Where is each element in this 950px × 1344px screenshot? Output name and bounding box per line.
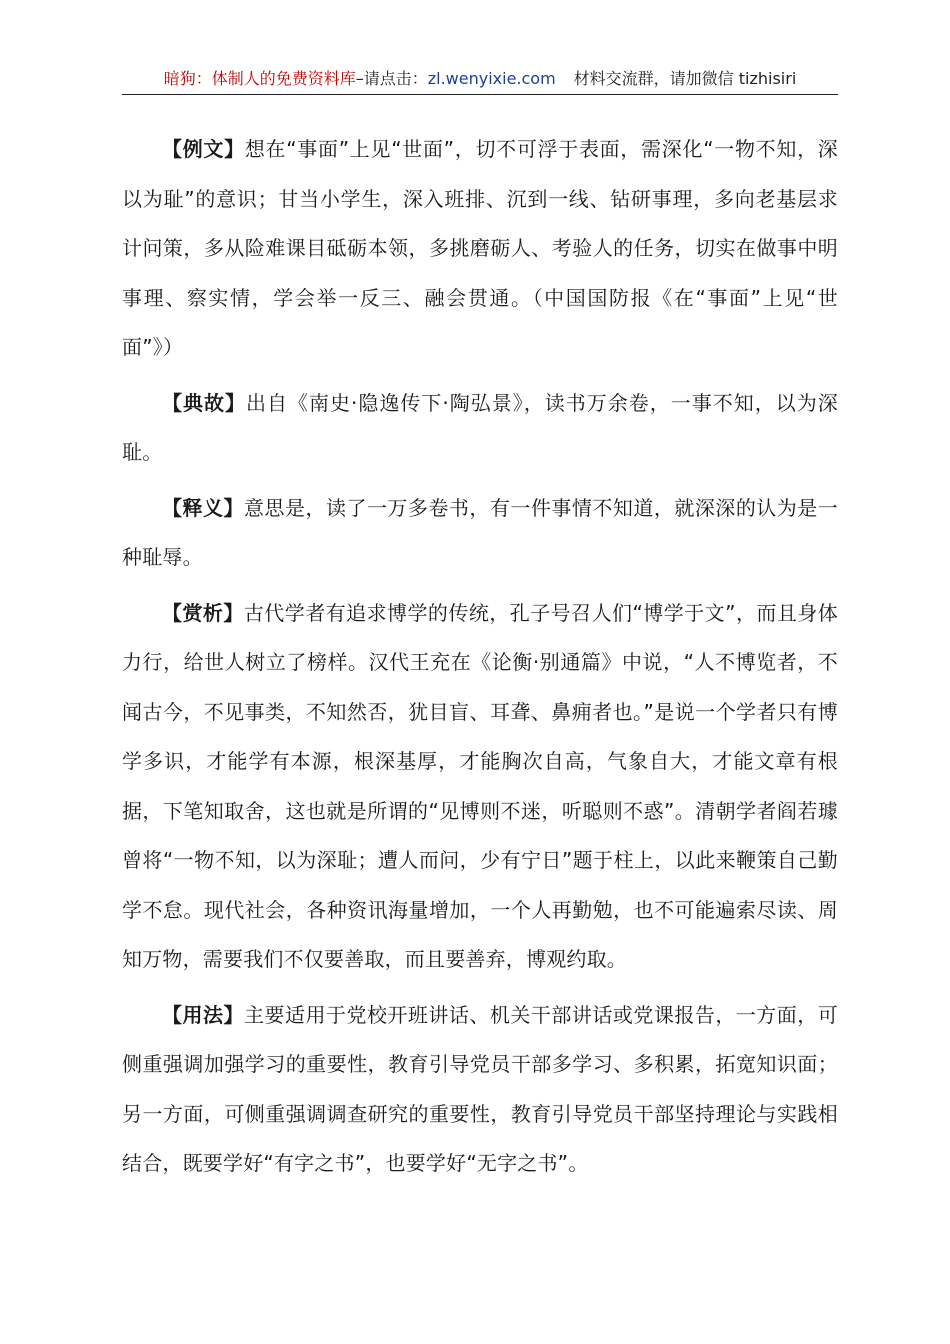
section-text: 想在“事面”上见“世面”，切不可浮于表面，需深化“一物不知，深以为耻”的意识；甘当小学生，深入班排、沉到一线、钻研事理，多向老基层求计问策，多从险难课目砥砺本领，多挑磨砺人、考验人的任务，切实在做事中明事理、察实情，学会举一反三、融会贯通。（中国国防报《在“事面”上见“世面”》） bbox=[122, 137, 838, 359]
header-site-name: 暗狗：体制人的免费资料库 bbox=[163, 69, 356, 88]
section-tag: 【例文】 bbox=[162, 137, 245, 161]
header-group-info: 材料交流群，请加微信 tizhisiri bbox=[573, 69, 797, 88]
document-body bbox=[122, 125, 838, 1195]
section-text: 意思是，读了一万多卷书，有一件事情不知道，就深深的认为是一种耻辱。 bbox=[122, 495, 838, 569]
section-tag: 【用法】 bbox=[162, 1002, 244, 1027]
section-text: 古代学者有追求博学的传统，孔子号召人们“博学于文”，而且身体力行，给世人树立了榜样。汉代王充在《论衡·别通篇》中说，“人不博览者，不闻古今，不见事类，不知然否，犹目盲、耳聋、鼻痈者也。”是说一个学者只有博学多识，才能学有本源，根深基厚，才能胸次自高，气象自大，才能文章有根据，下笔知取舍，这也就是所谓的“见博则不迷，听聪则不惑”。清朝学者阎若璩曾将“一物不知，以为深耻；遭人而问，少有宁日”题于柱上，以此来鞭策自己勤学不怠。现代社会，各种资讯海量增加，一个人再勤勉，也不可能遍索尽读、周知万物，需要我们不仅要善取，而且要善弃，博观约取。 bbox=[122, 600, 838, 971]
section-tag: 【释义】 bbox=[162, 495, 244, 520]
header-url-link[interactable]: zl.wenyixie.com bbox=[427, 69, 556, 88]
section-text: 出自《南史·隐逸传下·陶弘景》，读书万余卷，一事不知，以为深耻。 bbox=[122, 390, 838, 464]
section-tag: 【典故】 bbox=[162, 390, 247, 415]
section-usage bbox=[122, 991, 838, 1189]
section-tag: 【赏析】 bbox=[162, 600, 244, 625]
page-header bbox=[122, 64, 838, 95]
section-allusion bbox=[122, 379, 838, 478]
section-appreciation bbox=[122, 589, 838, 985]
section-example bbox=[122, 125, 838, 373]
header-click-prompt: –请点击： bbox=[355, 69, 428, 88]
section-meaning bbox=[122, 484, 838, 583]
section-text: 主要适用于党校开班讲话、机关干部讲话或党课报告，一方面，可侧重强调加强学习的重要性，教育引导党员干部多学习、多积累，拓宽知识面；另一方面，可侧重强调调查研究的重要性，教育引导党员干部坚持理论与实践相结合，既要学好“有字之书”，也要学好“无字之书”。 bbox=[122, 1002, 838, 1175]
